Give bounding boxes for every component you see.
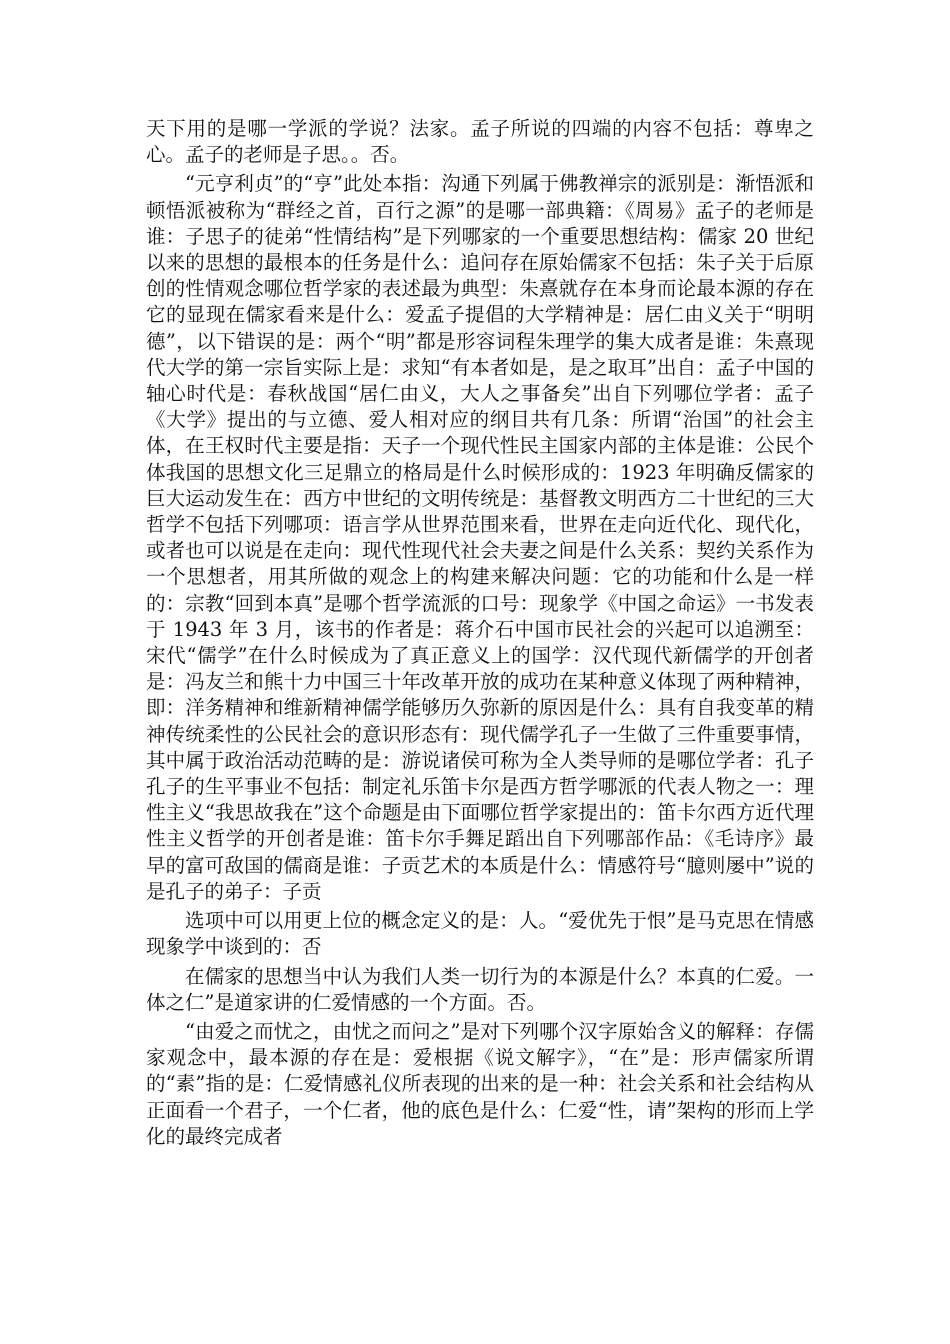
paragraph-1: 天下用的是哪一学派的学说？法家。孟子所说的四端的内容不包括：尊卑之心。孟子的老师是子思。。否。 (146, 117, 814, 167)
paragraph-2: “元亨利贞”的“亨”此处本指：沟通下列属于佛教禅宗的派别是：渐悟派和顿悟派被称为“群经之首，百行之源”的是哪一部典籍：《周易》孟子的老师是谁：子思子的徒弟“性情结构”是下列哪家的一个重要思想结构：儒家 20 世纪以来的思想的最根本的任务是什么：追问存在原始儒家不包括：朱子关于后原创的性情观念哪位哲学家的表述最为典型：朱熹就存在本身而论最本源的存在它的显现在儒家看来是什么：爱孟子提倡的大学精神是：居仁由义关于“明明德”，以下错误的是：两个“明”都是形容词程朱理学的集大成者是谁：朱熹现代大学的第一宗旨实际上是：求知“有本者如是，是之取耳”出自：孟子中国的轴心时代是：春秋战国“居仁由义，大人之事备矣”出自下列哪位学者：孟子《大学》提出的与立德、爱人相对应的纲目共有几条：所谓“治国”的社会主体，在王权时代主要是指：天子一个现代性民主国家内部的主体是谁：公民个体我国的思想文化三足鼎立的格局是什么时候形成的：1923 年明确反儒家的巨大运动发生在：西方中世纪的文明传统是：基督教文明西方二十世纪的三大哲学不包括下列哪项：语言学从世界范围来看，世界在走向近代化、现代化，或者也可以说是在走向：现代性现代社会夫妻之间是什么关系：契约关系作为一个思想者，用其所做的观念上的构建来解决问题：它的功能和什么是一样的：宗教“回到本真”是哪个哲学流派的口号：现象学《中国之命运》一书发表于 1943 年 3 月，该书的作者是：蒋介石中国市民社会的兴起可以追溯至：宋代“儒学”在什么时候成为了真正意义上的国学：汉代现代新儒学的开创者是：冯友兰和熊十力中国三十年改革开放的成功在某种意义体现了两种精神，即：洋务精神和维新精神儒学能够历久弥新的原因是什么：具有自我变革的精神传统柔性的公民社会的意识形态有：现代儒学孔子一生做了三件重要事情，其中属于政治活动范畴的是：游说诸侯可称为全人类导师的是哪位学者：孔子孔子的生平事业不包括：制定礼乐笛卡尔是西方哲学哪派的代表人物之一：理性主义“我思故我在”这个命题是由下面哪位哲学家提出的：笛卡尔西方近代理性主义哲学的开创者是谁：笛卡尔手舞足蹈出自下列哪部作品：《毛诗序》最早的富可敌国的儒商是谁：子贡艺术的本质是什么：情感符号“臆则屡中”说的是孔子的弟子：子贡 (146, 172, 814, 903)
paragraph-4: 在儒家的思想当中认为我们人类一切行为的本源是什么？本真的仁爱。一体之仁”是道家讲的仁爱情感的一个方面。否。 (146, 964, 814, 1014)
paragraph-3: 选项中可以用更上位的概念定义的是：人。“爱优先于恨”是马克思在情感现象学中谈到的：否 (146, 909, 814, 959)
document-page (146, 116, 814, 1153)
paragraph-5: “由爱之而忧之，由忧之而问之”是对下列哪个汉字原始含义的解释：存儒家观念中，最本源的存在是：爱根据《说文解字》，“在”是：形声儒家所谓的“素”指的是：仁爱情感礼仪所表现的出来的是一种：社会关系和社会结构从正面看一个君子，一个仁者，他的底色是什么：仁爱“性，请”架构的形而上学化的最终完成者 (146, 1019, 814, 1148)
